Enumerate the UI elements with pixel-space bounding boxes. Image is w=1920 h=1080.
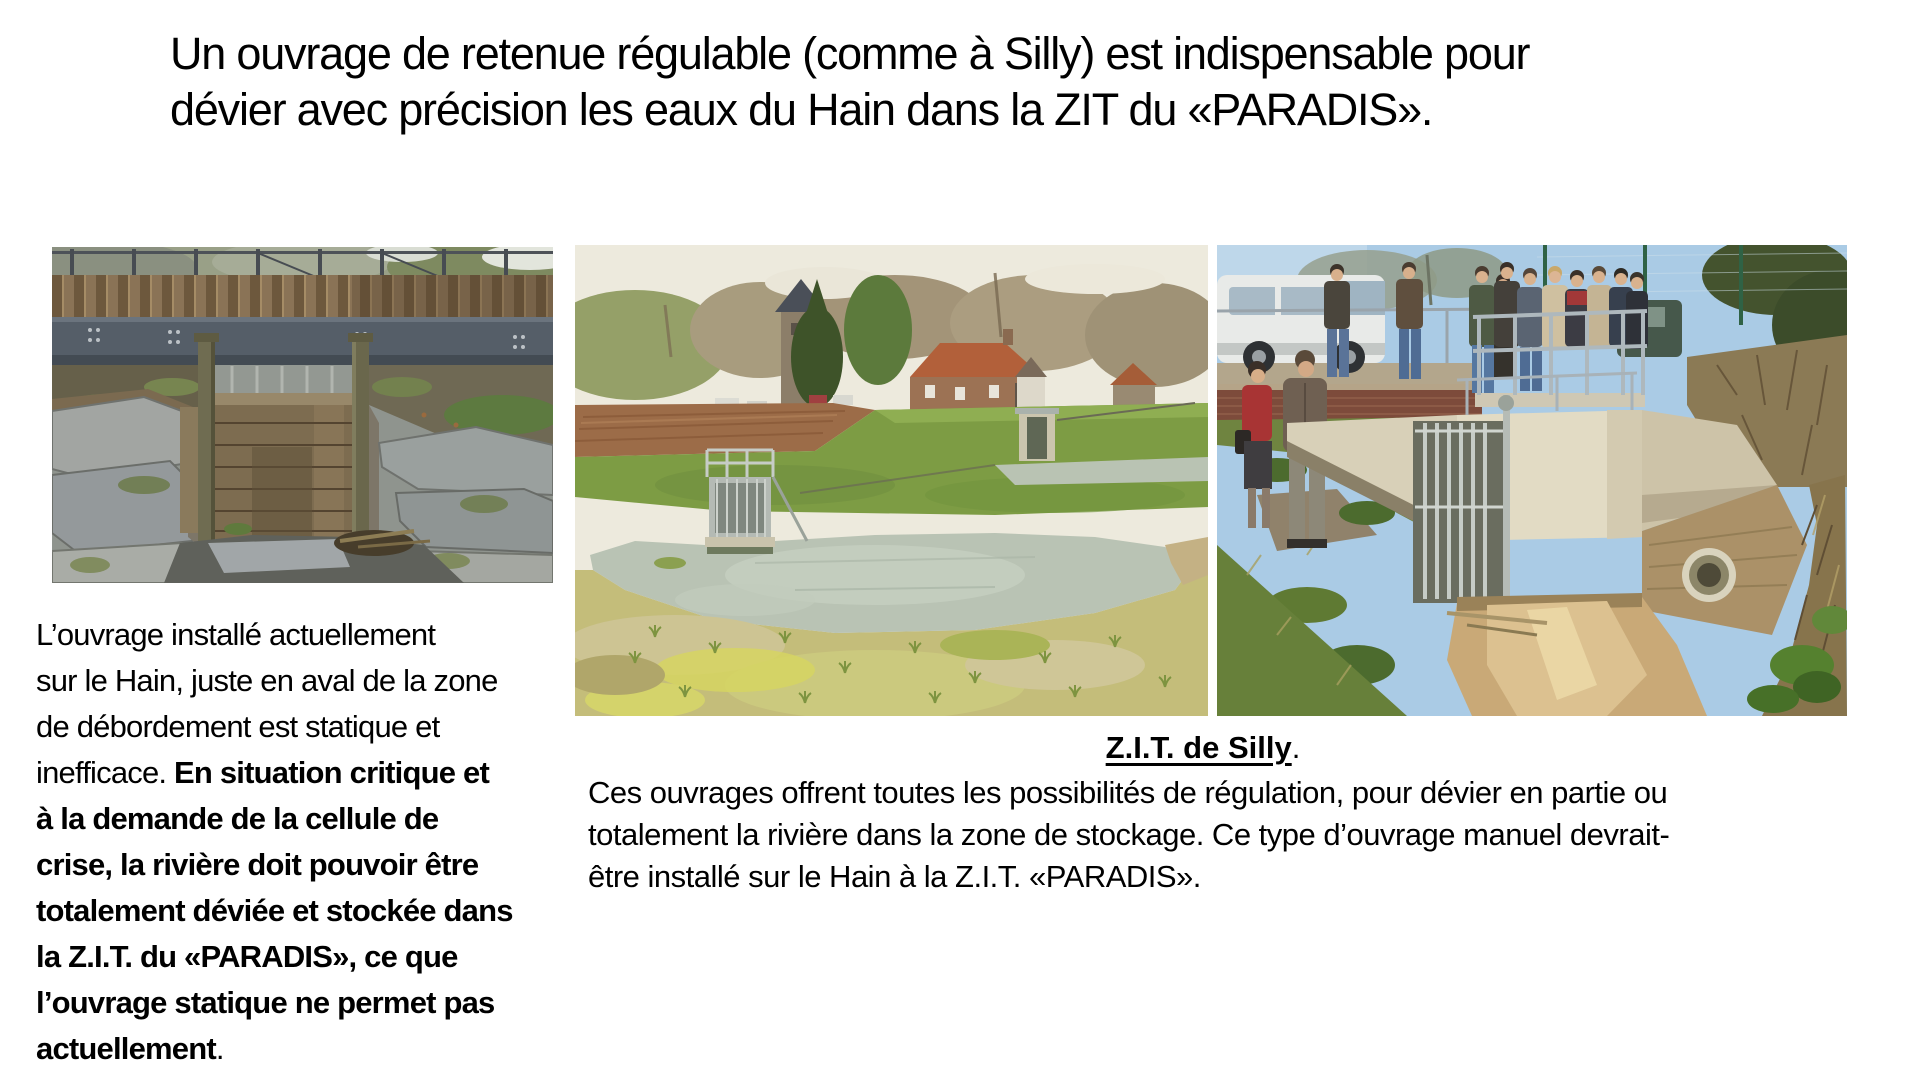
caption-line (588, 856, 1818, 898)
photo-zit-silly-illustration (575, 245, 1208, 716)
text-line (36, 842, 513, 888)
page-title (170, 26, 1529, 138)
text-bold: à la demande de la cellule de (36, 801, 439, 836)
caption-line (588, 772, 1818, 814)
text-regular: inefficace. (36, 755, 175, 790)
text-line (36, 934, 513, 980)
text-line (36, 750, 513, 796)
caption-block (588, 726, 1818, 898)
text-line (36, 704, 513, 750)
title-line-1: Un ouvrage de retenue régulable (comme à Silly) est indispensable pour (170, 28, 1530, 79)
text-line (36, 658, 513, 704)
photo-regulating-sluice-illustration (1217, 245, 1847, 716)
text-line (36, 796, 513, 842)
photo-static-weir (52, 247, 553, 583)
text-bold: l’ouvrage statique ne permet pas (36, 985, 495, 1020)
photo-zit-silly-basin (575, 245, 1208, 716)
text-bold: crise, la rivière doit pouvoir être (36, 847, 479, 882)
text-bold: En situation critique et (174, 755, 489, 790)
text-line (36, 1026, 513, 1072)
text-bold: totalement déviée et stockée dans (36, 893, 513, 928)
caption-line-text: totalement la rivière dans la zone de stockage. Ce type d’ouvrage manuel devrait- (588, 817, 1670, 852)
text-line (36, 888, 513, 934)
caption-heading (588, 726, 1818, 770)
text-tail: . (215, 1031, 224, 1066)
title-line-2: dévier avec précision les eaux du Hain dans la ZIT du «PARADIS». (170, 84, 1433, 135)
text-line (36, 980, 513, 1026)
text-bold: actuellement (36, 1031, 216, 1066)
text-regular: de débordement est statique et (36, 709, 440, 744)
caption-line-text: Ces ouvrages offrent toutes les possibilités de régulation, pour dévier en partie ou (588, 775, 1668, 810)
caption-heading-period: . (1291, 730, 1301, 765)
left-text-block (36, 612, 513, 1072)
caption-line-text: être installé sur le Hain à la Z.I.T. «PARADIS». (588, 859, 1201, 894)
caption-paragraph (588, 772, 1818, 898)
caption-heading-text: Z.I.T. de Silly (1105, 730, 1292, 765)
photo-regulating-sluice-visit (1217, 245, 1847, 716)
photo-static-weir-illustration (52, 247, 553, 583)
text-bold: la Z.I.T. du «PARADIS», ce que (36, 939, 458, 974)
text-regular: sur le Hain, juste en aval de la zone (36, 663, 498, 698)
text-line (36, 612, 513, 658)
text-regular: L’ouvrage installé actuellement (36, 617, 436, 652)
caption-line (588, 814, 1818, 856)
